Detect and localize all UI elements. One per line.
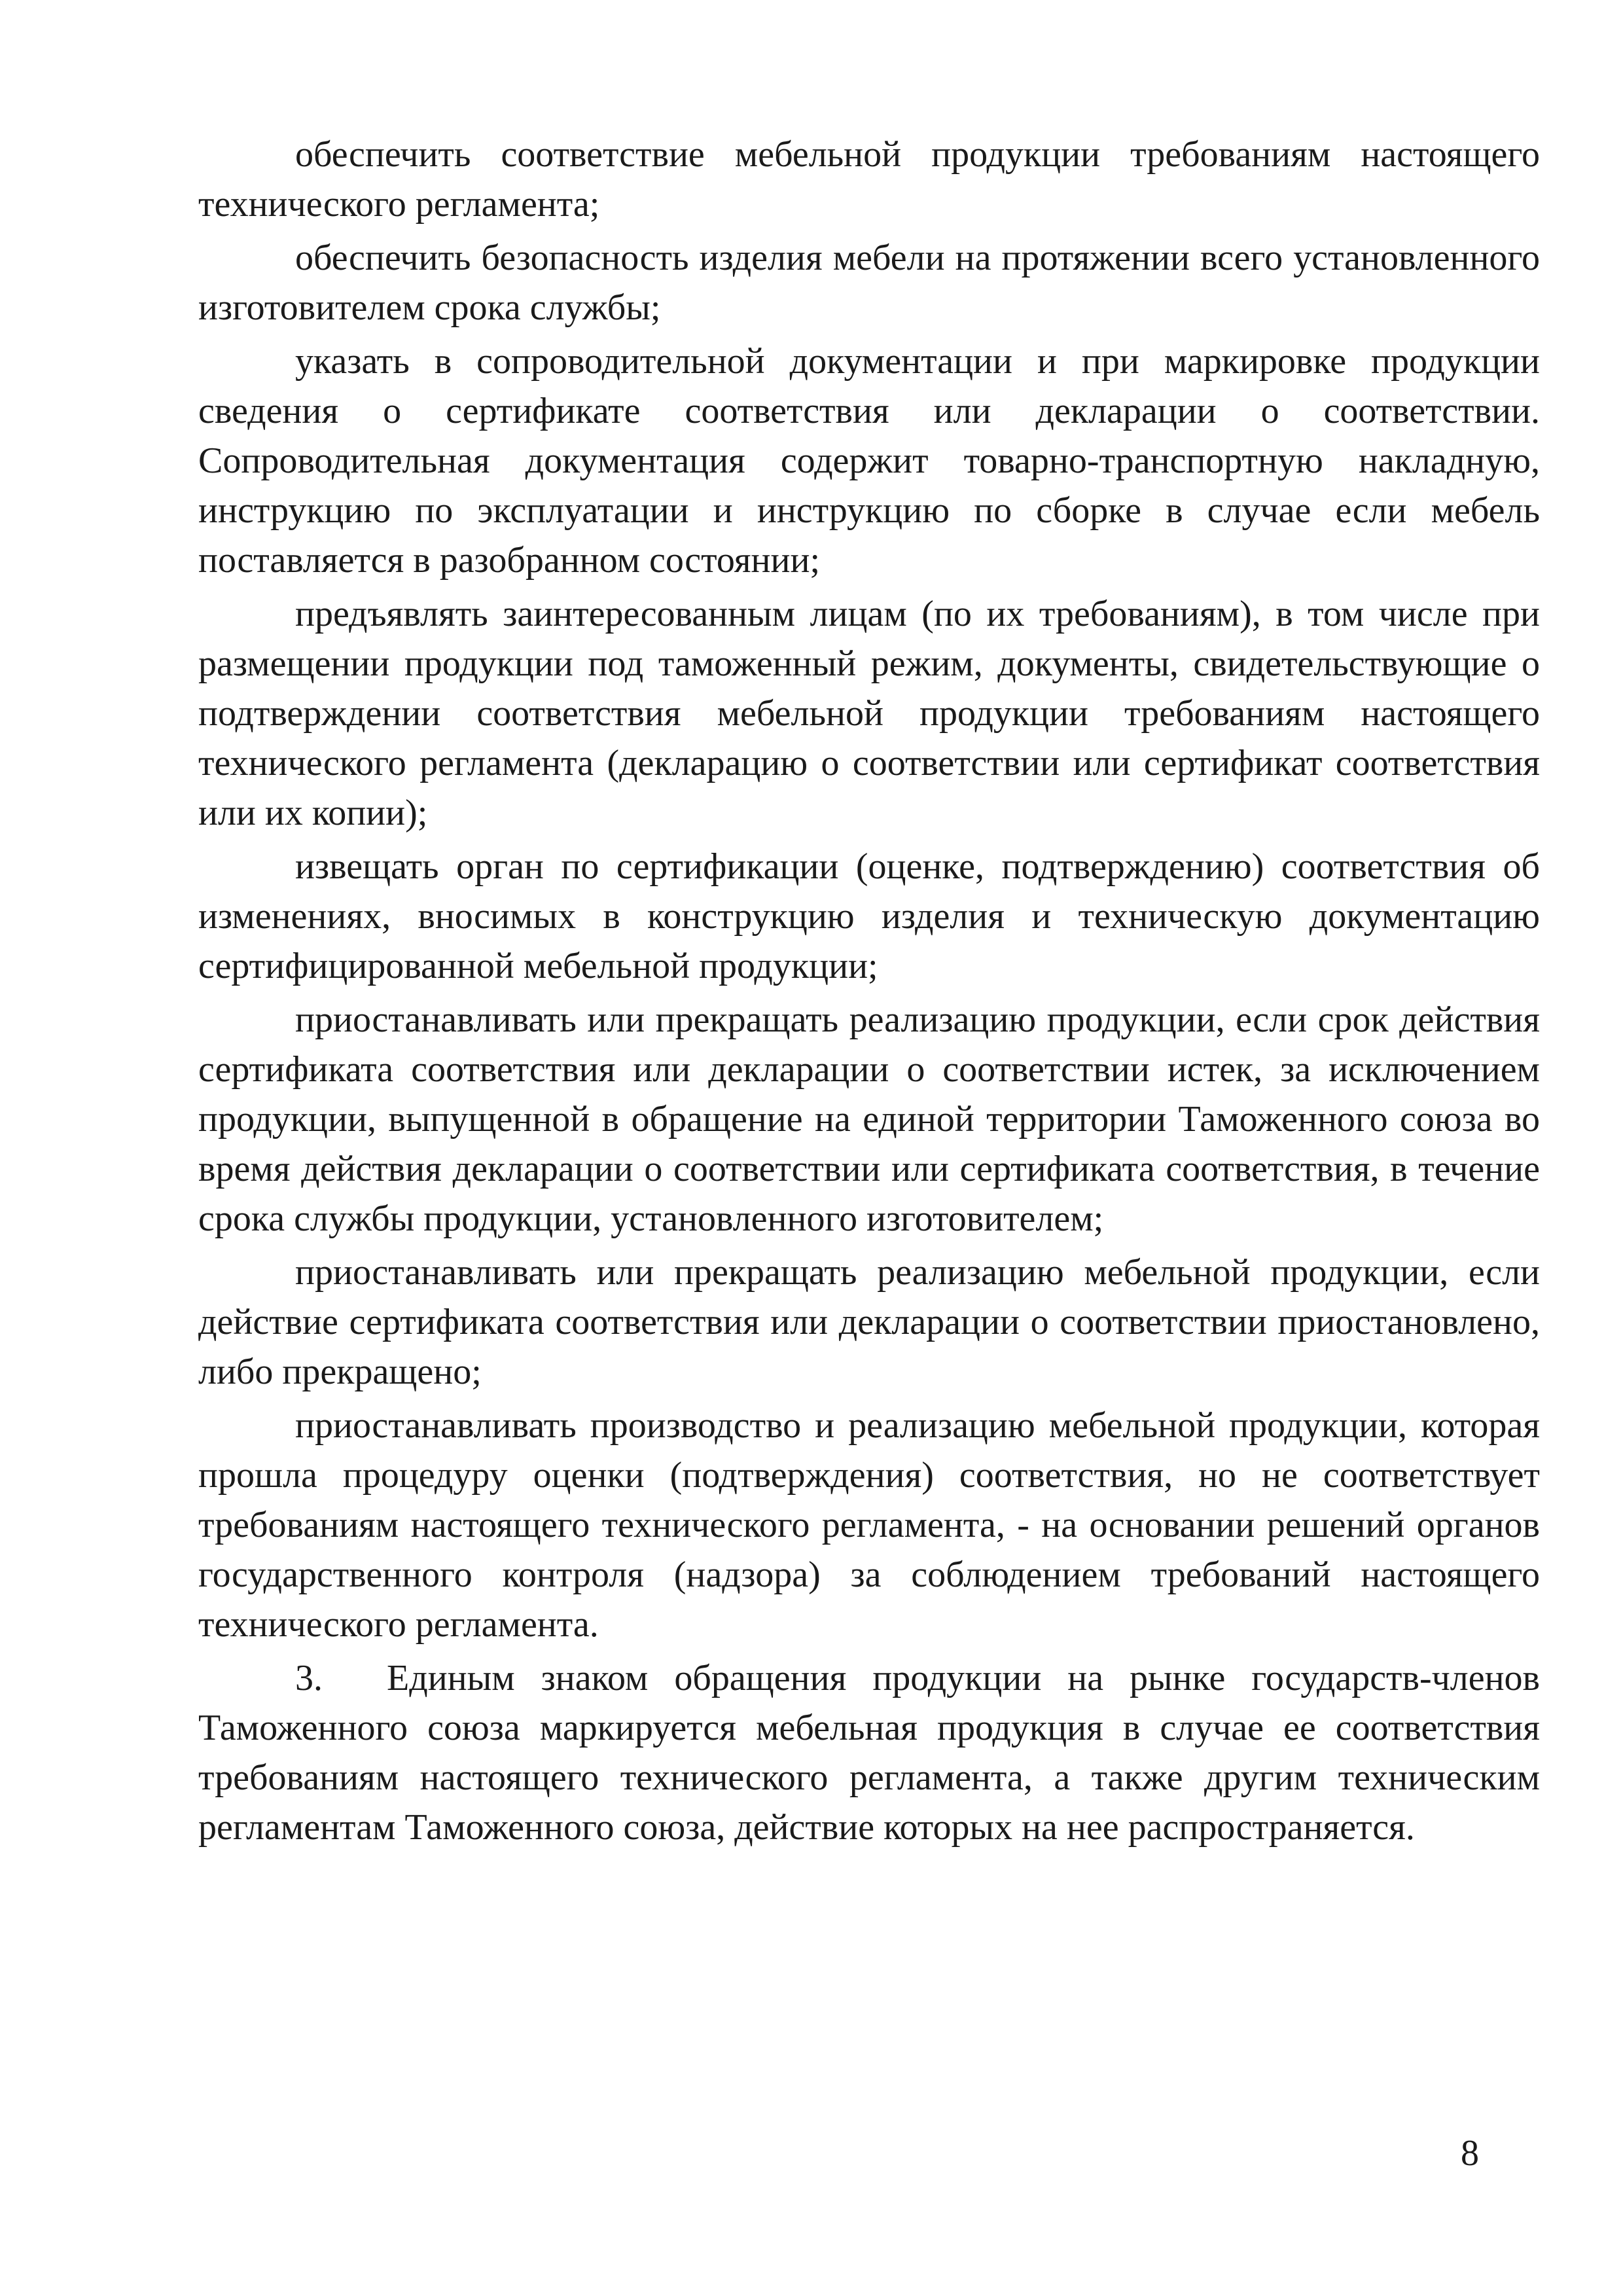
paragraph-4: предъявлять заинтересованным лицам (по их требованиям), в том числе при размещении продукции под таможенный режим, документы, свидетельствующие о подтверждении соответствия мебельной продукции требованиям настоящего технического регламента (декларацию о соответствии или сертификат соответствия или их копии); — [198, 594, 1540, 833]
paragraph-7: приостанавливать или прекращать реализацию мебельной продукции, если действие сертификата соответствия или декларации о соответствии приостановлено, либо прекращено; — [198, 1252, 1540, 1392]
paragraph-6: приостанавливать или прекращать реализацию продукции, если срок действия сертификата соответствия или декларации о соответствии истек, за исключением продукции, выпущенной в обращение на единой территории Таможенного союза во время действия декларации о соответствии или сертификата соответствия, в течение срока службы продукции, установленного изготовителем; — [198, 999, 1540, 1239]
numbered-paragraph-text: Единым знаком обращения продукции на рынке государств-членов Таможенного союза маркируется мебельная продукция в случае ее соответствия требованиям настоящего технического регламента, а также другим техническим регламентам Таможенного союза, действие которых на нее распространяется. — [198, 1658, 1540, 1848]
paragraph-number: 3. — [295, 1658, 323, 1698]
page-number: 8 — [1461, 2133, 1479, 2174]
paragraph-2: обеспечить безопасность изделия мебели на протяжении всего установленного изготовителем срока службы; — [198, 238, 1540, 328]
paragraph-1: обеспечить соответствие мебельной продукции требованиям настоящего технического регламента; — [198, 134, 1540, 224]
paragraph-3: указать в сопроводительной документации и при маркировке продукции сведения о сертификате соответствия или декларации о соответствии. Сопроводительная документация содержит товарно-транспортную накладную, инструкцию по эксплуатации и инструкцию по сборке в случае если мебель поставляется в разобранном состоянии; — [198, 341, 1540, 581]
paragraph-8: приостанавливать производство и реализацию мебельной продукции, которая прошла процедуру оценки (подтверждения) соответствия, но не соответствует требованиям настоящего технического регламента, - на основании решений органов государственного контроля (надзора) за соблюдением требований настоящего технического регламента. — [198, 1405, 1540, 1645]
paragraph-5: извещать орган по сертификации (оценке, подтверждению) соответствия об изменениях, вносимых в конструкцию изделия и техническую документацию сертифицированной мебельной продукции; — [198, 846, 1540, 986]
numbered-paragraph — [198, 1653, 1540, 1852]
document-body — [198, 130, 1540, 1856]
